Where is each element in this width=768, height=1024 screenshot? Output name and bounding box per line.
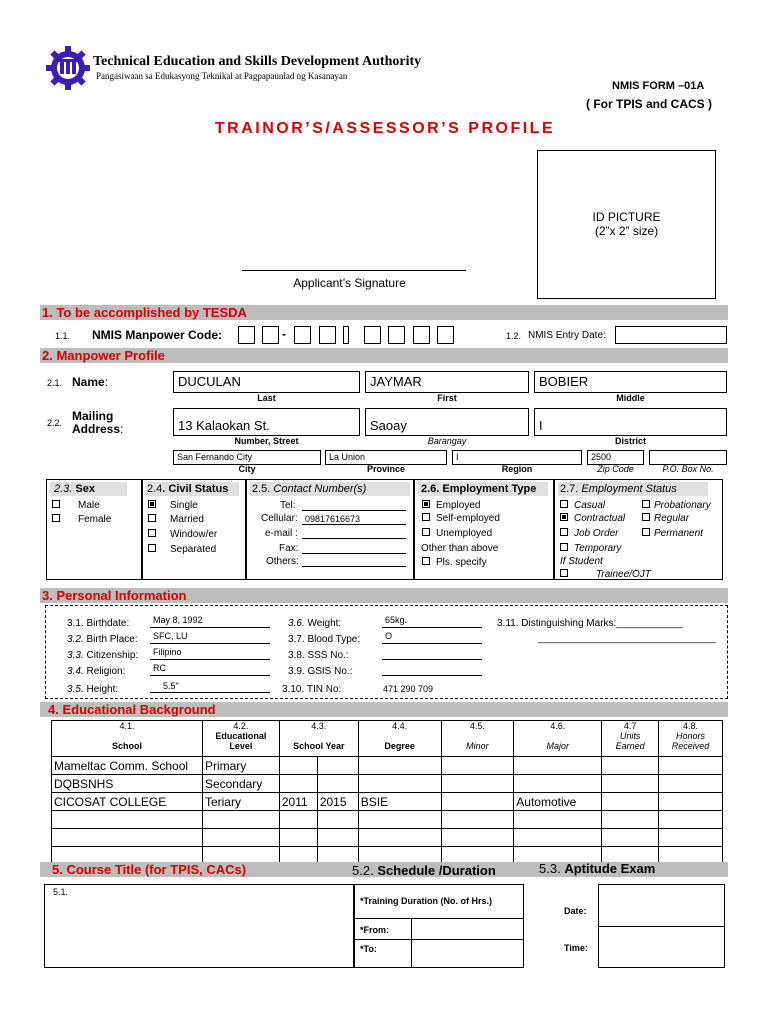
- edu-cell-year-to[interactable]: 2015: [317, 793, 358, 811]
- birthdate-label: 3.1. Birthdate:: [67, 618, 130, 629]
- street-field[interactable]: 13 Kalaokan St.: [173, 408, 360, 436]
- edu-cell-degree[interactable]: [358, 757, 441, 775]
- checkbox-icon[interactable]: [560, 500, 568, 508]
- civil-separated-option[interactable]: Separated: [148, 544, 216, 555]
- edu-cell-year-to[interactable]: [317, 757, 358, 775]
- gsis-label: 3.9. GSIS No.:: [288, 666, 353, 677]
- signature-line[interactable]: [242, 270, 466, 271]
- entry-label: NMIS Entry Date:: [528, 330, 606, 341]
- date-label: Date:: [564, 906, 587, 916]
- education-table: [51, 720, 723, 865]
- checkbox-checked-icon[interactable]: [422, 500, 430, 508]
- emp-employed-option[interactable]: Employed: [422, 500, 480, 511]
- fax-line[interactable]: [302, 553, 406, 554]
- col-minor: 4.5. Minor: [441, 721, 514, 757]
- blood-label: 3.7. Blood Type:: [288, 634, 361, 645]
- zip-field[interactable]: 2500: [587, 450, 644, 465]
- last-label: Last: [257, 393, 276, 403]
- edu-cell-school[interactable]: Mameltac Comm. School: [52, 757, 203, 775]
- emp-regular-option[interactable]: Regular: [642, 513, 689, 524]
- district-label: District: [614, 436, 646, 446]
- table-row: [52, 829, 723, 847]
- marks-line[interactable]: ________________________________: [538, 633, 716, 644]
- edu-cell-major[interactable]: [514, 757, 602, 775]
- civil-single-option[interactable]: Single: [148, 500, 198, 511]
- edu-cell-school[interactable]: [52, 811, 203, 829]
- sex-male-option[interactable]: Male: [52, 500, 100, 511]
- address-number: 2.2.: [47, 418, 63, 428]
- from-label: *From:: [360, 925, 389, 935]
- code-box[interactable]: [413, 326, 430, 344]
- code-box[interactable]: [364, 326, 381, 344]
- agency-name: Technical Education and Skills Development Authority: [93, 54, 422, 69]
- table-row: [52, 757, 723, 775]
- citizenship-value[interactable]: Filipino: [153, 647, 182, 657]
- checkbox-icon[interactable]: [52, 500, 60, 508]
- edu-cell-year-to[interactable]: [317, 775, 358, 793]
- emp-temporary-option[interactable]: Temporary: [560, 543, 621, 554]
- pobox-field[interactable]: [649, 450, 727, 465]
- birthdate-value[interactable]: May 8, 1992: [153, 615, 203, 625]
- exam-date-field[interactable]: [599, 885, 724, 925]
- middle-name-field[interactable]: BOBIER: [534, 371, 727, 393]
- education-header-row: [52, 721, 723, 757]
- edu-cell-level[interactable]: [202, 829, 279, 847]
- edu-cell-degree[interactable]: BSIE: [358, 793, 441, 811]
- checkbox-icon[interactable]: [642, 500, 650, 508]
- civil-widow-option[interactable]: Window/er: [148, 529, 217, 540]
- checkbox-checked-icon[interactable]: [560, 513, 568, 521]
- to-label: *To:: [360, 944, 377, 954]
- province-label: Province: [366, 464, 406, 474]
- others-label: Others:: [266, 556, 299, 567]
- edu-cell-level[interactable]: Secondary: [202, 775, 279, 793]
- code-box[interactable]: [319, 326, 336, 344]
- emp-type-header: 2.6. Employment Type: [421, 483, 537, 495]
- id-picture-box[interactable]: [537, 150, 716, 299]
- edu-cell-major[interactable]: [514, 811, 602, 829]
- edu-cell-school[interactable]: DQBSNHS: [52, 775, 203, 793]
- edu-cell-year-from[interactable]: 2011: [279, 793, 317, 811]
- name-label: Name:: [72, 375, 109, 389]
- civil-married-option[interactable]: Married: [148, 514, 204, 525]
- city-field[interactable]: San Fernando City: [173, 450, 321, 465]
- from-field[interactable]: [412, 919, 523, 938]
- address-label-1: Mailing: [72, 409, 114, 423]
- weight-value[interactable]: 65kg.: [385, 615, 408, 625]
- id-picture-label: ID PICTURE: [592, 210, 661, 224]
- course-title-box[interactable]: [44, 884, 354, 968]
- edu-cell-honors[interactable]: [659, 811, 723, 829]
- region-label: Region: [501, 464, 533, 474]
- edu-cell-school[interactable]: [52, 829, 203, 847]
- col-level: 4.2. Educational Level: [202, 721, 279, 757]
- checkbox-checked-icon[interactable]: [148, 500, 156, 508]
- table-row: [52, 793, 723, 811]
- email-line[interactable]: [302, 538, 406, 539]
- emp-specify-option[interactable]: Pls. specify: [422, 557, 487, 568]
- tesda-logo: [45, 45, 91, 91]
- sex-header: 2.3. Sex: [54, 483, 95, 495]
- emp-probationary-option[interactable]: Probationary: [642, 500, 711, 511]
- religion-value[interactable]: RC: [153, 663, 166, 673]
- district-field[interactable]: I: [534, 408, 727, 436]
- edu-cell-degree[interactable]: [358, 775, 441, 793]
- checkbox-icon[interactable]: [422, 513, 430, 521]
- province-field[interactable]: La Union: [325, 450, 447, 465]
- edu-cell-level[interactable]: Primary: [202, 757, 279, 775]
- emp-status-header: 2.7. Employment Status: [560, 483, 677, 495]
- code-dash: -: [282, 327, 286, 341]
- edu-cell-minor[interactable]: [441, 775, 514, 793]
- edu-cell-year-from[interactable]: [279, 829, 317, 847]
- emp-trainee-option[interactable]: Trainee/OJT: [560, 569, 651, 580]
- col-school: 4.1. School: [52, 721, 203, 757]
- edu-cell-degree[interactable]: [358, 829, 441, 847]
- schedule-header: 5.2. Schedule /Duration: [352, 863, 496, 878]
- height-value[interactable]: 5.5": [163, 681, 179, 691]
- region-field[interactable]: I: [452, 450, 582, 465]
- edu-cell-major[interactable]: [514, 775, 602, 793]
- others-line[interactable]: [302, 566, 406, 567]
- tel-label: Tel:: [280, 500, 296, 511]
- tin-value[interactable]: 471 290 709: [383, 684, 434, 694]
- emp-unemployed-option[interactable]: Unemployed: [422, 528, 492, 539]
- checkbox-icon[interactable]: [148, 514, 156, 522]
- first-name-field[interactable]: JAYMAR: [365, 371, 529, 393]
- height-line: [150, 692, 270, 693]
- checkbox-icon[interactable]: [52, 514, 60, 522]
- barangay-label: Barangay: [427, 436, 467, 446]
- religion-label: 3.4. Religion:: [67, 666, 126, 677]
- code-box[interactable]: [238, 326, 255, 344]
- edu-cell-minor[interactable]: [441, 757, 514, 775]
- edu-cell-units[interactable]: [602, 829, 659, 847]
- code-box[interactable]: [343, 326, 349, 344]
- checkbox-icon[interactable]: [642, 513, 650, 521]
- religion-line: [150, 675, 270, 676]
- id-picture-size: (2”x 2” size): [594, 224, 659, 238]
- sex-female-option[interactable]: Female: [52, 514, 111, 525]
- contact-header: 2.5. Contact Number(s): [252, 483, 367, 495]
- form-title: TRAINOR’S/ASSESSOR’S PROFILE: [214, 120, 556, 137]
- tel-line[interactable]: [302, 510, 406, 511]
- cellular-value[interactable]: 09817616673: [305, 514, 361, 524]
- checkbox-icon[interactable]: [642, 528, 650, 536]
- course-number: 5.1.: [53, 887, 69, 897]
- checkbox-icon[interactable]: [560, 528, 568, 536]
- signature-label: Applicant’s Signature: [293, 276, 406, 290]
- section3-title: 3. Personal Information: [42, 588, 187, 603]
- to-field[interactable]: [412, 940, 523, 967]
- table-row: [52, 775, 723, 793]
- col-degree: 4.4. Degree: [358, 721, 441, 757]
- edu-cell-level[interactable]: [202, 811, 279, 829]
- form-number: NMIS FORM –01A: [612, 80, 705, 92]
- weight-label: 3.6. Weight:: [288, 618, 342, 629]
- sss-line[interactable]: [382, 659, 482, 660]
- time-label: Time:: [564, 943, 588, 953]
- birthplace-value[interactable]: SFC, LU: [153, 631, 188, 641]
- birthdate-line: [150, 627, 270, 628]
- code-label: NMIS Manpower Code:: [92, 328, 223, 342]
- entry-number: 1.2.: [506, 331, 522, 341]
- street-label: Number, Street: [234, 436, 299, 446]
- emp-if-student-label: If Student: [560, 556, 603, 567]
- emp-self-employed-option[interactable]: Self-employed: [422, 513, 500, 524]
- checkbox-icon[interactable]: [560, 569, 568, 577]
- checkbox-icon[interactable]: [148, 529, 156, 537]
- height-label: 3.5. Height:: [67, 684, 119, 695]
- gear-logo-icon: [45, 45, 91, 91]
- edu-cell-year-from[interactable]: [279, 811, 317, 829]
- zip-label: Zip Code: [597, 464, 634, 474]
- email-label: e-mail :: [265, 528, 298, 539]
- barangay-field[interactable]: Saoay: [365, 408, 529, 436]
- form-scope: ( For TPIS and CACS ): [586, 97, 712, 111]
- tin-label: 3.10. TIN No:: [282, 684, 342, 695]
- section1-title: 1. To be accomplished by TESDA: [42, 305, 247, 320]
- birthplace-line: [150, 643, 270, 644]
- address-label-2: Address:: [72, 422, 124, 436]
- col-major: 4.6. Major: [514, 721, 602, 757]
- emp-other-label: Other than above: [421, 543, 499, 554]
- checkbox-icon[interactable]: [148, 544, 156, 552]
- code-box[interactable]: [388, 326, 405, 344]
- entry-date-field[interactable]: [615, 326, 727, 344]
- exam-time-field[interactable]: [599, 927, 724, 967]
- code-box[interactable]: [262, 326, 279, 344]
- col-honors: 4.8. Honors Received: [659, 721, 723, 757]
- first-label: First: [437, 393, 457, 403]
- code-number: 1.1.: [55, 331, 71, 341]
- middle-label: Middle: [616, 393, 645, 403]
- agency-tagalog: Pangasiwaan sa Edukasyong Teknikal at Pagpapaunlad ng Kasanayan: [96, 71, 348, 81]
- table-row: [52, 811, 723, 829]
- edu-cell-minor[interactable]: [441, 793, 514, 811]
- checkbox-icon[interactable]: [422, 557, 430, 565]
- emp-casual-option[interactable]: Casual: [560, 500, 605, 511]
- edu-cell-honors[interactable]: [659, 757, 723, 775]
- sss-label: 3.8. SSS No.:: [288, 650, 349, 661]
- section4-title: 4. Educational Background: [48, 702, 216, 717]
- edu-cell-school[interactable]: CICOSAT COLLEGE: [52, 793, 203, 811]
- civil-header: 2.4. Civil Status: [147, 483, 229, 495]
- birthplace-label: 3.2. Birth Place:: [67, 634, 138, 645]
- pobox-label: P.O. Box No.: [662, 464, 714, 474]
- cellular-line: [302, 524, 406, 525]
- emp-permanent-option[interactable]: Permanent: [642, 528, 703, 539]
- blood-value[interactable]: O: [385, 631, 393, 641]
- edu-cell-units[interactable]: [602, 811, 659, 829]
- section5-title: 5. Course Title (for TPIS, CACs): [52, 862, 247, 877]
- edu-cell-level[interactable]: Teriary: [202, 793, 279, 811]
- fax-label: Fax:: [279, 543, 299, 554]
- edu-cell-honors[interactable]: [659, 793, 723, 811]
- edu-cell-degree[interactable]: [358, 811, 441, 829]
- emp-job-order-option[interactable]: Job Order: [560, 528, 618, 539]
- edu-cell-honors[interactable]: [659, 775, 723, 793]
- edu-cell-units[interactable]: [602, 775, 659, 793]
- edu-cell-year-to[interactable]: [317, 811, 358, 829]
- edu-cell-units[interactable]: [602, 793, 659, 811]
- checkbox-icon[interactable]: [560, 543, 568, 551]
- col-school-year: 4.3. School Year: [279, 721, 358, 757]
- section2-title: 2. Manpower Profile: [42, 348, 165, 363]
- edu-cell-year-from[interactable]: [279, 775, 317, 793]
- edu-cell-major[interactable]: [514, 829, 602, 847]
- col-units: 4.7 Units Earned: [602, 721, 659, 757]
- marks-label: 3.11. Distinguishing Marks:____________: [497, 618, 684, 629]
- emp-contractual-option[interactable]: Contractual: [560, 513, 625, 524]
- checkbox-icon[interactable]: [422, 528, 430, 536]
- edu-cell-honors[interactable]: [659, 829, 723, 847]
- edu-cell-major[interactable]: Automotive: [514, 793, 602, 811]
- city-label: City: [238, 464, 256, 474]
- last-name-field[interactable]: DUCULAN: [173, 371, 360, 393]
- edu-cell-year-from[interactable]: [279, 757, 317, 775]
- blood-line: [382, 643, 482, 644]
- citizenship-line: [150, 659, 270, 660]
- name-number: 2.1.: [47, 378, 63, 388]
- edu-cell-minor[interactable]: [441, 811, 514, 829]
- edu-cell-year-to[interactable]: [317, 829, 358, 847]
- training-duration-label: *Training Duration (No. of Hrs.): [360, 896, 492, 906]
- citizenship-label: 3.3. Citizenship:: [67, 650, 139, 661]
- aptitude-header: 5.3. Aptitude Exam: [539, 861, 656, 876]
- edu-cell-minor[interactable]: [441, 829, 514, 847]
- code-box[interactable]: [437, 326, 454, 344]
- code-box[interactable]: [294, 326, 311, 344]
- weight-line: [382, 627, 482, 628]
- gsis-line[interactable]: [382, 675, 482, 676]
- edu-cell-units[interactable]: [602, 757, 659, 775]
- cellular-label: Cellular:: [261, 513, 298, 524]
